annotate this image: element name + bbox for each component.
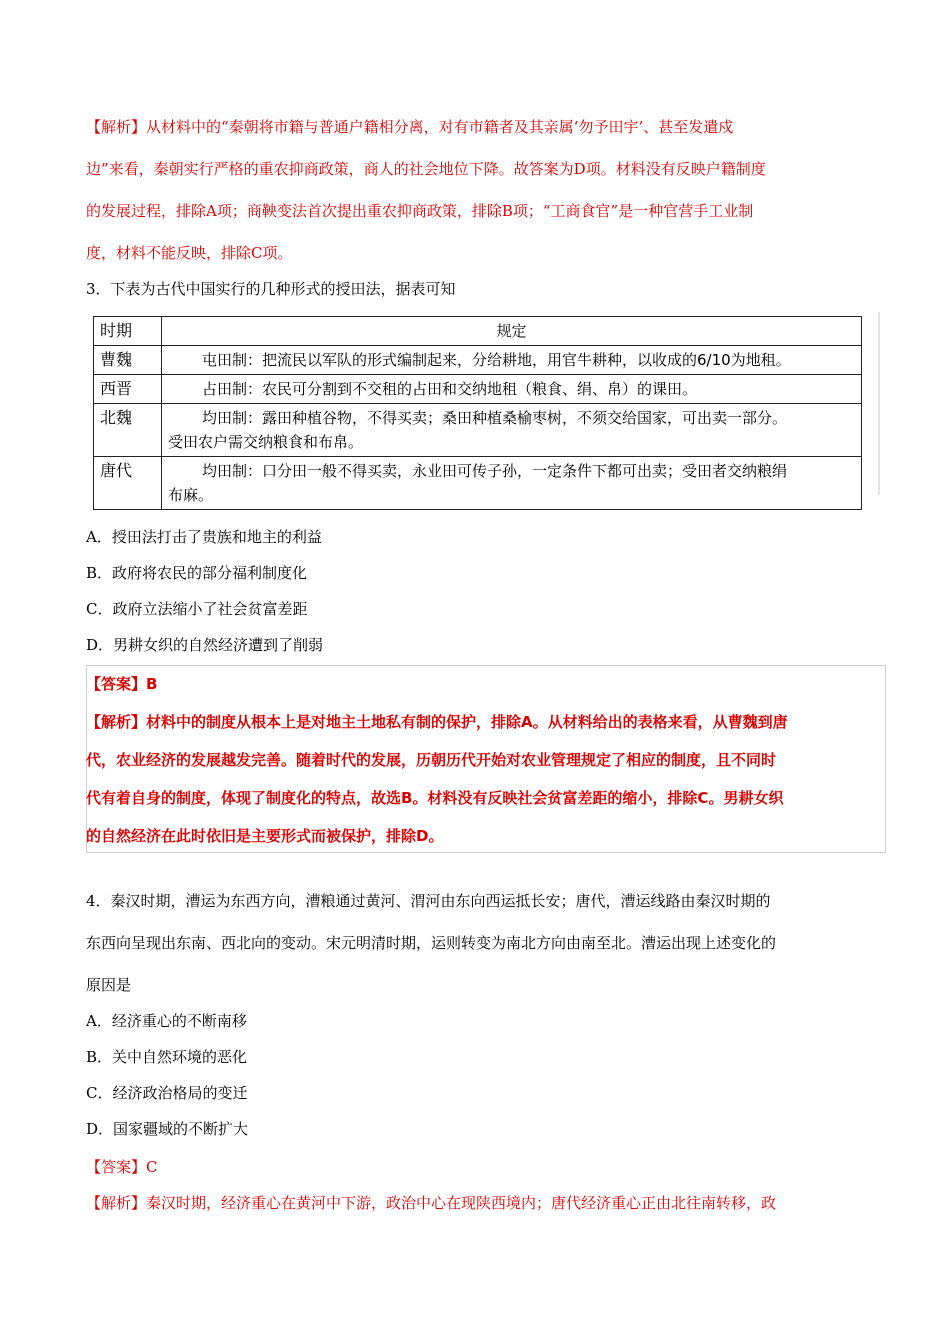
question-4-stem-line-1: 4．秦汉时期，漕运为东西方向，漕粮通过黄河、渭河由东向西运抵长安；唐代，漕运线路由秦汉时期的 bbox=[86, 892, 771, 910]
explanation-text: 秦汉时期，经济重心在黄河中下游，政治中心在现陕西境内；唐代经济重心正由北往南转移，政 bbox=[146, 1194, 777, 1212]
answer-value: C bbox=[146, 1158, 158, 1176]
table-cell-period: 曹魏 bbox=[94, 346, 162, 375]
explanation-tag: 【解析】 bbox=[86, 118, 147, 136]
table-cell-period: 唐代 bbox=[94, 457, 162, 510]
land-system-table bbox=[93, 316, 862, 510]
q3-explanation-line-3: 代有着自身的制度，体现了制度化的特点，故选B。材料没有反映社会贫富差距的缩小，排除C。男耕女织 bbox=[86, 789, 784, 807]
q4-explanation-line-1 bbox=[86, 1193, 776, 1213]
q3-explanation-line-2: 代，农业经济的发展越发完善。随着时代的发展，历朝历代开始对农业管理规定了相应的制度，且不同时 bbox=[86, 751, 777, 769]
q2-explanation-line-2: 边”来看，秦朝实行严格的重农抑商政策，商人的社会地位下降。故答案为D项。材料没有反映户籍制度 bbox=[86, 160, 766, 178]
table-header-rule: 规定 bbox=[162, 317, 862, 346]
table-header-period: 时期 bbox=[94, 317, 162, 346]
question-3-stem: 3．下表为古代中国实行的几种形式的授田法，据表可知 bbox=[86, 280, 456, 298]
table-cell-rule bbox=[162, 404, 862, 457]
explanation-text: 从材料中的“秦朝将市籍与普通户籍相分离，对有市籍者及其亲属‘勿予田宇’、甚至发遣戍 bbox=[146, 118, 734, 136]
rule-text: 均田制：露田种植谷物，不得买卖；桑田种植桑榆枣树，不须交给国家，可出卖一部分。 bbox=[202, 409, 788, 427]
option-b: B．关中自然环境的恶化 bbox=[86, 1048, 248, 1066]
rule-text: 占田制：农民可分割到不交租的占田和交纳地租（粮食、绢、帛）的课田。 bbox=[202, 380, 698, 398]
q3-explanation-line-1 bbox=[86, 712, 788, 732]
option-c: C．经济政治格局的变迁 bbox=[86, 1084, 248, 1102]
explanation-tag: 【解析】 bbox=[86, 1194, 147, 1212]
explanation-text: 材料中的制度从根本上是对地主土地私有制的保护，排除A。从材料给出的表格来看，从曹魏到唐 bbox=[146, 713, 788, 731]
option-b: B．政府将农民的部分福利制度化 bbox=[86, 564, 308, 582]
table-cell-rule bbox=[162, 375, 862, 404]
q2-explanation-line-3: 的发展过程，排除A项；商鞅变法首次提出重农抑商政策，排除B项；“工商食官”是一种官营手工业制 bbox=[86, 202, 754, 220]
table-header-row bbox=[94, 317, 862, 346]
table-cell-rule bbox=[162, 457, 862, 510]
option-a: A．授田法打击了贵族和地主的利益 bbox=[86, 528, 322, 546]
answer-tag: 【答案】 bbox=[86, 1158, 147, 1176]
q2-explanation-line-1 bbox=[86, 117, 733, 137]
table-cell-period: 西晋 bbox=[94, 375, 162, 404]
question-4-stem-line-2: 东西向呈现出东南、西北向的变动。宋元明清时期，运则转变为南北方向由南至北。漕运出现上述变化的 bbox=[86, 934, 777, 952]
table-row bbox=[94, 457, 862, 510]
question-4-stem-line-3: 原因是 bbox=[86, 976, 132, 994]
table-shadow bbox=[878, 312, 880, 495]
answer-tag: 【答案】 bbox=[86, 675, 147, 693]
rule-text: 布麻。 bbox=[168, 486, 214, 504]
rule-text: 受田农户需交纳粮食和布帛。 bbox=[168, 433, 364, 451]
table-cell-period: 北魏 bbox=[94, 404, 162, 457]
option-c: C．政府立法缩小了社会贫富差距 bbox=[86, 600, 308, 618]
q3-answer bbox=[86, 674, 157, 694]
table-row bbox=[94, 375, 862, 404]
table-cell-rule bbox=[162, 346, 862, 375]
q4-answer bbox=[86, 1157, 158, 1177]
answer-value: B bbox=[146, 675, 158, 693]
q3-explanation-line-4: 的自然经济在此时依旧是主要形式而被保护，排除D。 bbox=[86, 827, 444, 845]
rule-text: 均田制：口分田一般不得买卖，永业田可传子孙，一定条件下都可出卖；受田者交纳粮绢 bbox=[202, 462, 788, 480]
table-row bbox=[94, 346, 862, 375]
rule-text: 屯田制：把流民以军队的形式编制起来，分给耕地，用官牛耕种，以收成的6/10为地租。 bbox=[202, 351, 791, 369]
q2-explanation-line-4: 度，材料不能反映，排除C项。 bbox=[86, 244, 293, 262]
explanation-tag: 【解析】 bbox=[86, 713, 147, 731]
option-d: D．男耕女织的自然经济遭到了削弱 bbox=[86, 636, 324, 654]
option-d: D．国家疆域的不断扩大 bbox=[86, 1120, 249, 1138]
table-row bbox=[94, 404, 862, 457]
option-a: A．经济重心的不断南移 bbox=[86, 1012, 247, 1030]
